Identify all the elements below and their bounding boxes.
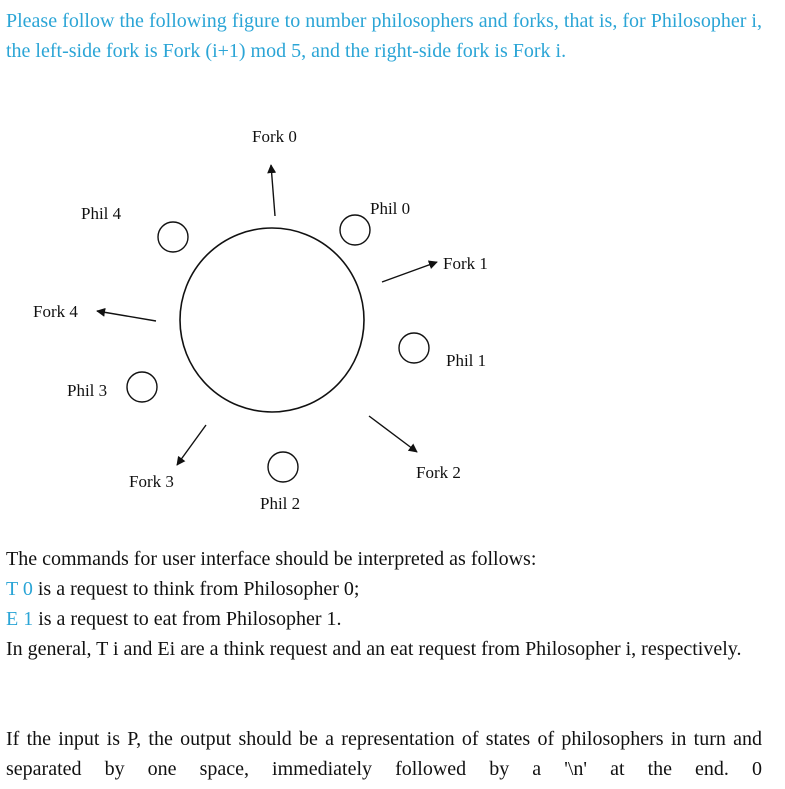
dining-philosophers-diagram [0, 110, 785, 530]
think-command-line [6, 574, 762, 604]
output-paragraph: If the input is P, the output should be a representation of states of philosophers in turn and separated by one space, immediately followed by a '\n' at the end. 0 [6, 728, 762, 780]
phil-4-label: Phil 4 [81, 204, 122, 223]
fork-1-label: Fork 1 [443, 254, 488, 273]
commands-section [6, 544, 762, 664]
fork-2-label: Fork 2 [416, 463, 461, 482]
fork-4-label: Fork 4 [33, 302, 78, 321]
eat-command-line [6, 604, 762, 634]
phil-4-seat [158, 222, 188, 252]
fork-0-label: Fork 0 [252, 127, 297, 146]
fork-1-arrow [382, 262, 437, 282]
eat-command-code: E 1 [6, 608, 34, 630]
phil-0-label: Phil 0 [370, 199, 411, 218]
phil-3-label: Phil 3 [67, 381, 108, 400]
phil-1-label: Phil 1 [446, 351, 487, 370]
think-command-desc: is a request to think from Philosopher 0; [32, 578, 360, 600]
fork-3-label: Fork 3 [129, 472, 174, 491]
fork-4-arrow [97, 311, 156, 321]
think-command-code: T 0 [6, 578, 33, 600]
table-circle [180, 228, 364, 412]
fork-0-arrow [271, 165, 275, 216]
fork-3-arrow [177, 425, 206, 465]
phil-0-seat [340, 215, 370, 245]
intro-paragraph: Please follow the following figure to number philosophers and forks, that is, for Philosopher i, the left-side fork is Fork (i+1) mod 5, and the right-side fork is Fork i. [6, 10, 762, 62]
phil-3-seat [127, 372, 157, 402]
phil-2-label: Phil 2 [260, 494, 301, 513]
commands-heading: The commands for user interface should be interpreted as follows: [6, 548, 537, 570]
fork-2-arrow [369, 416, 417, 452]
phil-1-seat [399, 333, 429, 363]
phil-2-seat [268, 452, 298, 482]
general-commands-note: In general, T i and Ei are a think request and an eat request from Philosopher i, respectively. [6, 638, 742, 660]
eat-command-desc: is a request to eat from Philosopher 1. [33, 608, 342, 630]
